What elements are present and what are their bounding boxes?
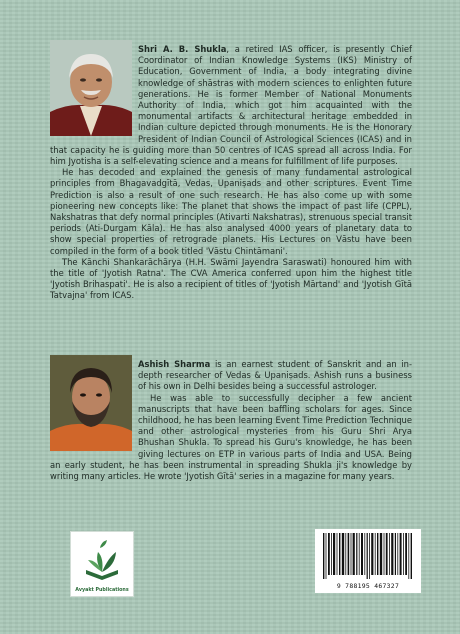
barcode-icon	[315, 529, 421, 581]
bio-shukla-paragraph-3: The Kānchi Shankarāchārya (H.H. Swāmi Jayendra Saraswati) honoured him with the title of 'Jyotish Ratna'. The CVA America conferred upon him the highest title 'Jyotish Brihaspati'. He is also a recipient of titles of 'Jyotish Mārtand' and 'Jyotish Gītā Tatvajna' from ICAS.	[50, 256, 412, 301]
isbn-barcode	[315, 529, 421, 593]
isbn-number: 9 788195 467327	[336, 582, 400, 590]
bio-shukla-intro: Shri A. B. Shukla, a retired IAS officer, is presently Chief Coordinator of Indian Knowledge Systems (IKS) Ministry of Education, Government of India, a body integrating divine knowledge of shāstras with modern sciences to enlighten future generations. He is former Member of National Monuments Authority of India, which got him acquainted with the monumental artifacts & architectural heritage embedded in Indian culture depicted through monuments. He is the Honorary President of Indian Council of Astrological Sciences (ICAS) and in that capacity he is guiding more than 50 centres of ICAS spread all across India. For him Jyotisha is a self-elevating science and a means for fulfillment of life purposes.	[50, 44, 412, 167]
bio-sharma	[50, 359, 412, 482]
author-name-sharma: Ashish Sharma	[138, 359, 211, 369]
bio-shukla	[50, 44, 412, 302]
bio-shukla-paragraph-2: He has decoded and explained the genesis of many fundamental astrological principles from Bhagavadgītā, Vedas, Upaniṣads and other scriptures. Event Time Prediction is also a result of one such research. He has also come up with some pioneering new concepts like: The planet that shows the impact of past life (CPPL), Nakshatras that defy normal principles (Ativarti Nakshatras), strenuous special transit periods (Ati-Durgam Kāla). He has also analysed 4000 years of planetary data to show special properties of retrograde planets. His Lectures on Vāstu have been compiled in the form of a book titled 'Vāstu Chintāmani'.	[50, 167, 412, 256]
publisher-logo	[70, 531, 134, 597]
author-name-shukla: Shri A. B. Shukla	[138, 44, 227, 54]
bio-sharma-intro: Ashish Sharma is an earnest student of Sanskrit and an in-depth researcher of Vedas & Upaniṣads. Ashish runs a business of his own in Delhi besides being a successful astrologer.	[138, 359, 412, 392]
bio-sharma-paragraph-2: He was able to successfully decipher a few ancient manuscripts that have been baffling scholars for ages. Since childhood, he has been learning Event Time Prediction Technique and other astrological mysteries from his Guru Shri Arya Bhushan Shukla. To spread his Guru's knowledge, he has been giving lectures on ETP in various parts of India and USA. Being an early student, he has been instrumental in spreading Shukla ji's knowledge by writing many articles. He wrote 'Jyotish Gītā' series in a magazine for many years.	[50, 392, 412, 482]
leaf-book-icon	[71, 532, 133, 584]
publisher-name: Avyakt Publications	[75, 588, 129, 593]
